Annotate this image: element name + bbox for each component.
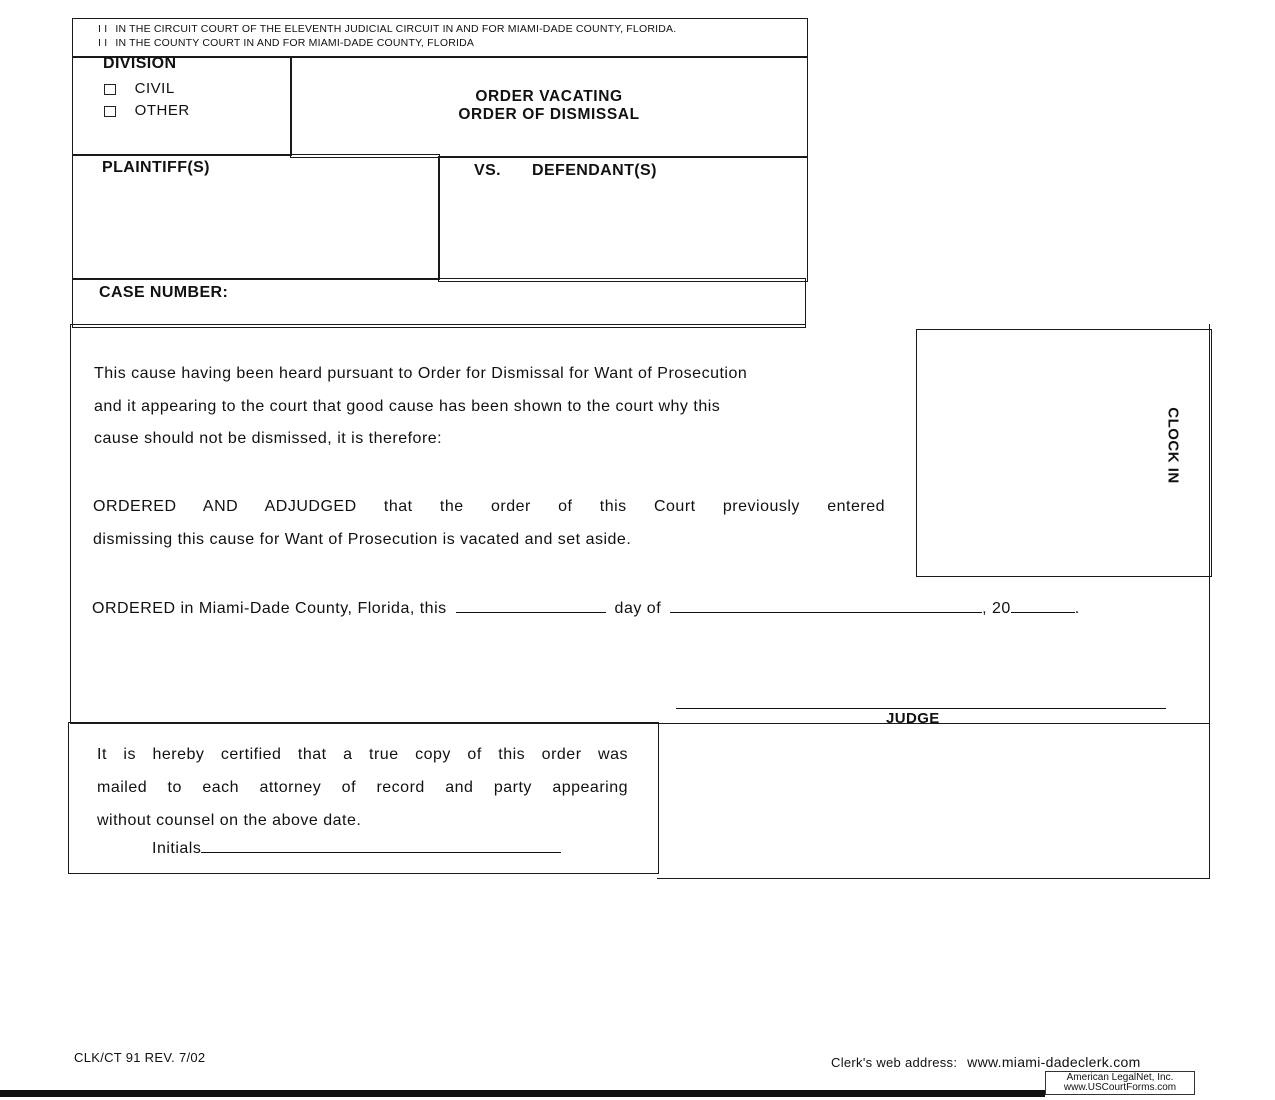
- order-body-top-border: [70, 324, 806, 325]
- paragraph-2: [93, 490, 885, 556]
- other-label: OTHER: [134, 102, 190, 119]
- day-blank[interactable]: [456, 598, 606, 613]
- paragraph-1-line-1: This cause having been heard pursuant to Order for Dismissal for Want of Prosecution: [94, 365, 748, 382]
- certificate-line-2: mailed to each attorney of record and party appearing: [97, 779, 628, 796]
- paragraph-1: [94, 358, 747, 456]
- ordered-line-suffix: .: [1074, 600, 1080, 617]
- scan-edge-bar: [0, 1090, 1045, 1097]
- certificate-text: [97, 738, 628, 837]
- case-number-label: CASE NUMBER:: [99, 284, 229, 301]
- circuit-court-option[interactable]: [98, 23, 676, 35]
- plaintiff-label: PLAINTIFF(S): [102, 159, 210, 176]
- judge-signature-line[interactable]: [676, 708, 1166, 709]
- division-option-other[interactable]: [104, 102, 190, 119]
- division-title: DIVISION: [103, 55, 177, 72]
- legalnet-stamp: [1045, 1071, 1195, 1095]
- clock-in-label: CLOCK IN: [1164, 407, 1182, 484]
- form-title-line-1: ORDER VACATING: [475, 88, 623, 105]
- circuit-court-checkbox[interactable]: I I: [98, 23, 108, 35]
- ordered-line: [92, 598, 1080, 618]
- legalnet-stamp-line-2: www.USCourtForms.com: [1063, 1082, 1177, 1093]
- form-code: CLK/CT 91 REV. 7/02: [74, 1050, 206, 1065]
- year-blank[interactable]: [1011, 598, 1075, 613]
- paragraph-2-line-2: dismissing this cause for Want of Prosecution is vacated and set aside.: [93, 531, 632, 548]
- form-title: [290, 88, 808, 124]
- county-court-option[interactable]: [98, 37, 474, 49]
- initials-blank[interactable]: [201, 838, 561, 853]
- clerk-web-url[interactable]: www.miami-dadeclerk.com: [967, 1054, 1141, 1070]
- clerk-web-label: Clerk's web address:: [831, 1055, 958, 1070]
- certificate-line-1: It is hereby certified that a true copy of this order was: [97, 746, 628, 763]
- circuit-court-label: IN THE CIRCUIT COURT OF THE ELEVENTH JUDICIAL CIRCUIT IN AND FOR MIAMI-DADE COUNTY, FLORIDA.: [115, 23, 677, 35]
- paragraph-1-line-3: cause should not be dismissed, it is therefore:: [94, 430, 443, 447]
- day-of-label: day of: [614, 600, 662, 617]
- right-bottom-box: [657, 722, 1210, 879]
- year-prefix: , 20: [982, 600, 1011, 617]
- initials-line: [152, 838, 561, 858]
- judge-label: JUDGE: [886, 710, 940, 727]
- other-checkbox[interactable]: [104, 106, 116, 117]
- clerk-web-address: [831, 1054, 1141, 1070]
- certificate-line-3: without counsel on the above date.: [97, 812, 362, 829]
- defendant-label: DEFENDANT(S): [532, 162, 657, 179]
- month-blank[interactable]: [670, 598, 982, 613]
- legalnet-stamp-line-1: American LegalNet, Inc.: [1066, 1072, 1174, 1083]
- vs-label: VS.: [474, 162, 501, 179]
- county-court-label: IN THE COUNTY COURT IN AND FOR MIAMI-DADE COUNTY, FLORIDA: [115, 37, 475, 49]
- civil-label: CIVIL: [134, 80, 175, 97]
- initials-label: Initials: [152, 840, 202, 857]
- county-court-checkbox[interactable]: I I: [98, 37, 108, 49]
- civil-checkbox[interactable]: [104, 84, 116, 95]
- paragraph-2-line-1: ORDERED AND ADJUDGED that the order of this Court previously entered: [93, 498, 885, 515]
- ordered-line-prefix: ORDERED in Miami-Dade County, Florida, this: [92, 600, 447, 617]
- division-option-civil[interactable]: [104, 80, 175, 97]
- form-title-line-2: ORDER OF DISMISSAL: [458, 106, 640, 123]
- paragraph-1-line-2: and it appearing to the court that good cause has been shown to the court why this: [94, 397, 721, 415]
